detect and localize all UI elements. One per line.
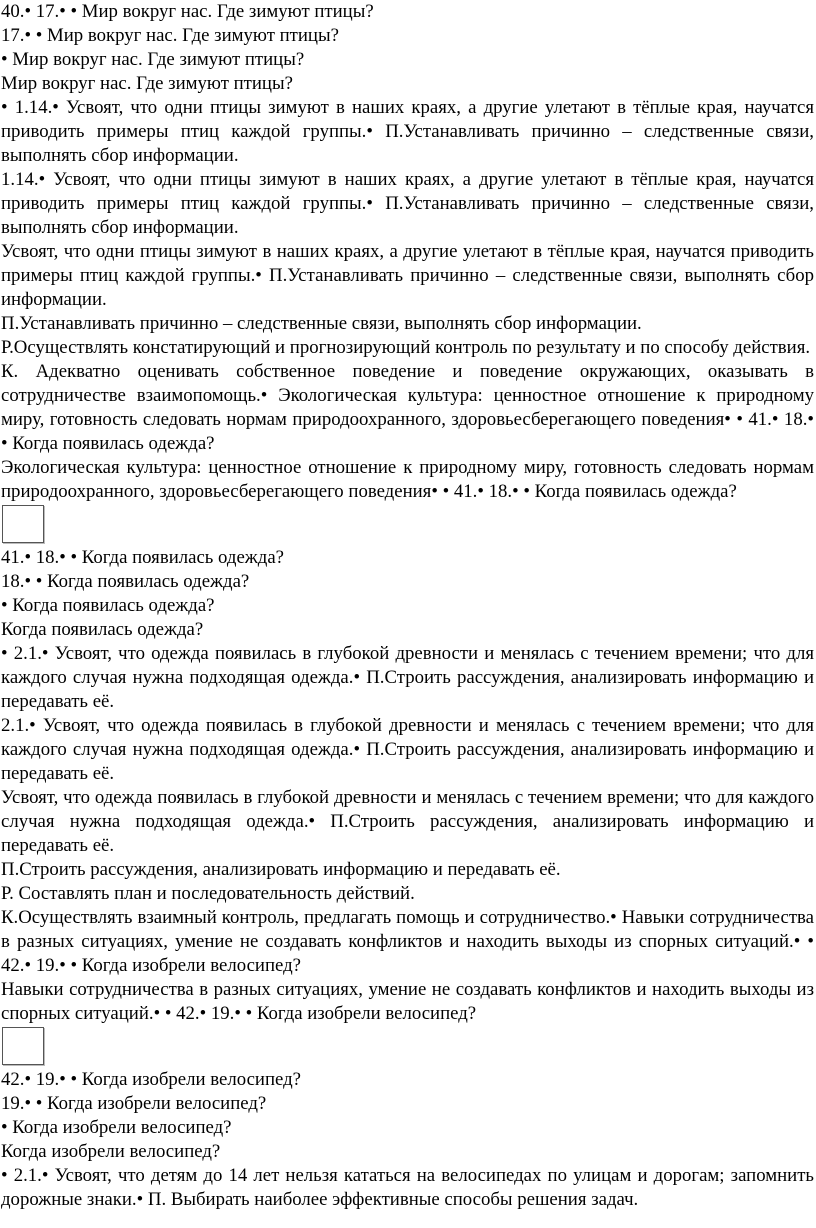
- paragraph: • 2.1.• Усвоят, что детям до 14 лет нельзя кататься на велосипедах по улицам и дорогам; запомнить дорожные знаки.• П. Выбирать наиболее эффективные способы решения задач.: [1, 1165, 814, 1210]
- paragraph: 19.• • Когда изобрели велосипед?: [1, 1093, 267, 1114]
- paragraph: • 2.1.• Усвоят, что одежда появилась в глубокой древности и менялась с течением времени; что для каждого случая нужна подходящая одежда.• П.Строить рассуждения, анализировать информацию и передавать её.: [1, 643, 814, 712]
- paragraph: 41.• 18.• • Когда появилась одежда?: [1, 547, 284, 568]
- paragraph: 40.• 17.• • Мир вокруг нас. Где зимуют птицы?: [1, 1, 374, 22]
- empty-checkbox[interactable]: [2, 505, 44, 543]
- paragraph: Р.Осуществлять констатирующий и прогнозирующий контроль по результату и по способу действия.: [1, 337, 811, 358]
- paragraph: 18.• • Когда появилась одежда?: [1, 571, 250, 592]
- paragraph: Когда изобрели велосипед?: [1, 1141, 221, 1162]
- document-body: [1, 0, 814, 1212]
- paragraph: • Когда изобрели велосипед?: [1, 1117, 232, 1138]
- paragraph: Когда появилась одежда?: [1, 619, 204, 640]
- paragraph: Усвоят, что одежда появилась в глубокой древности и менялась с течением времени; что для каждого случая нужна подходящая одежда.• П.Строить рассуждения, анализировать информацию и передавать её.: [1, 787, 814, 856]
- paragraph: 17.• • Мир вокруг нас. Где зимуют птицы?: [1, 25, 339, 46]
- paragraph: Навыки сотрудничества в разных ситуациях, умение не создавать конфликтов и находить выходы из спорных ситуаций.• • 42.• 19.• • Когда изобрели велосипед?: [1, 979, 814, 1024]
- paragraph: Экологическая культура: ценностное отношение к природному миру, готовность следовать нормам природоохранного, здоровьесберегающего поведения• • 41.• 18.• • Когда появилась одежда?: [1, 457, 814, 502]
- paragraph: Р. Составлять план и последовательность действий.: [1, 883, 415, 904]
- paragraph: 1.14.• Усвоят, что одни птицы зимуют в наших краях, а другие улетают в тёплые края, научатся приводить примеры птиц каждой группы.• П.Устанавливать причинно – следственные связи, выполнять сбор информации.: [1, 169, 814, 238]
- paragraph: • 1.14.• Усвоят, что одни птицы зимуют в наших краях, а другие улетают в тёплые края, научатся приводить примеры птиц каждой группы.• П.Устанавливать причинно – следственные связи, выполнять сбор информации.: [1, 97, 814, 166]
- paragraph: К.Осуществлять взаимный контроль, предлагать помощь и сотрудничество.• Навыки сотрудничества в разных ситуациях, умение не создавать конфликтов и находить выходы из спорных ситуаций.• • 42.• 19.• • Когда изобрели велосипед?: [1, 907, 814, 976]
- paragraph: П.Устанавливать причинно – следственные связи, выполнять сбор информации.: [1, 313, 642, 334]
- paragraph: • Когда появилась одежда?: [1, 595, 215, 616]
- paragraph: Мир вокруг нас. Где зимуют птицы?: [1, 73, 293, 94]
- paragraph: Усвоят, что одни птицы зимуют в наших краях, а другие улетают в тёплые края, научатся приводить примеры птиц каждой группы.• П.Устанавливать причинно – следственные связи, выполнять сбор информации.: [1, 241, 814, 310]
- paragraph: 42.• 19.• • Когда изобрели велосипед?: [1, 1069, 301, 1090]
- paragraph: П.Строить рассуждения, анализировать информацию и передавать её.: [1, 859, 561, 880]
- empty-checkbox[interactable]: [2, 1027, 44, 1065]
- paragraph: • Мир вокруг нас. Где зимуют птицы?: [1, 49, 305, 70]
- paragraph: 2.1.• Усвоят, что одежда появилась в глубокой древности и менялась с течением времени; что для каждого случая нужна подходящая одежда.• П.Строить рассуждения, анализировать информацию и передавать её.: [1, 715, 814, 784]
- paragraph: К. Адекватно оценивать собственное поведение и поведение окружающих, оказывать в сотрудничестве взаимопомощь.• Экологическая культура: ценностное отношение к природному миру, готовность следовать нормам природоохранного, здоровьесберегающего поведения• • 41.• 18.• • Когда появилась одежда?: [1, 361, 814, 454]
